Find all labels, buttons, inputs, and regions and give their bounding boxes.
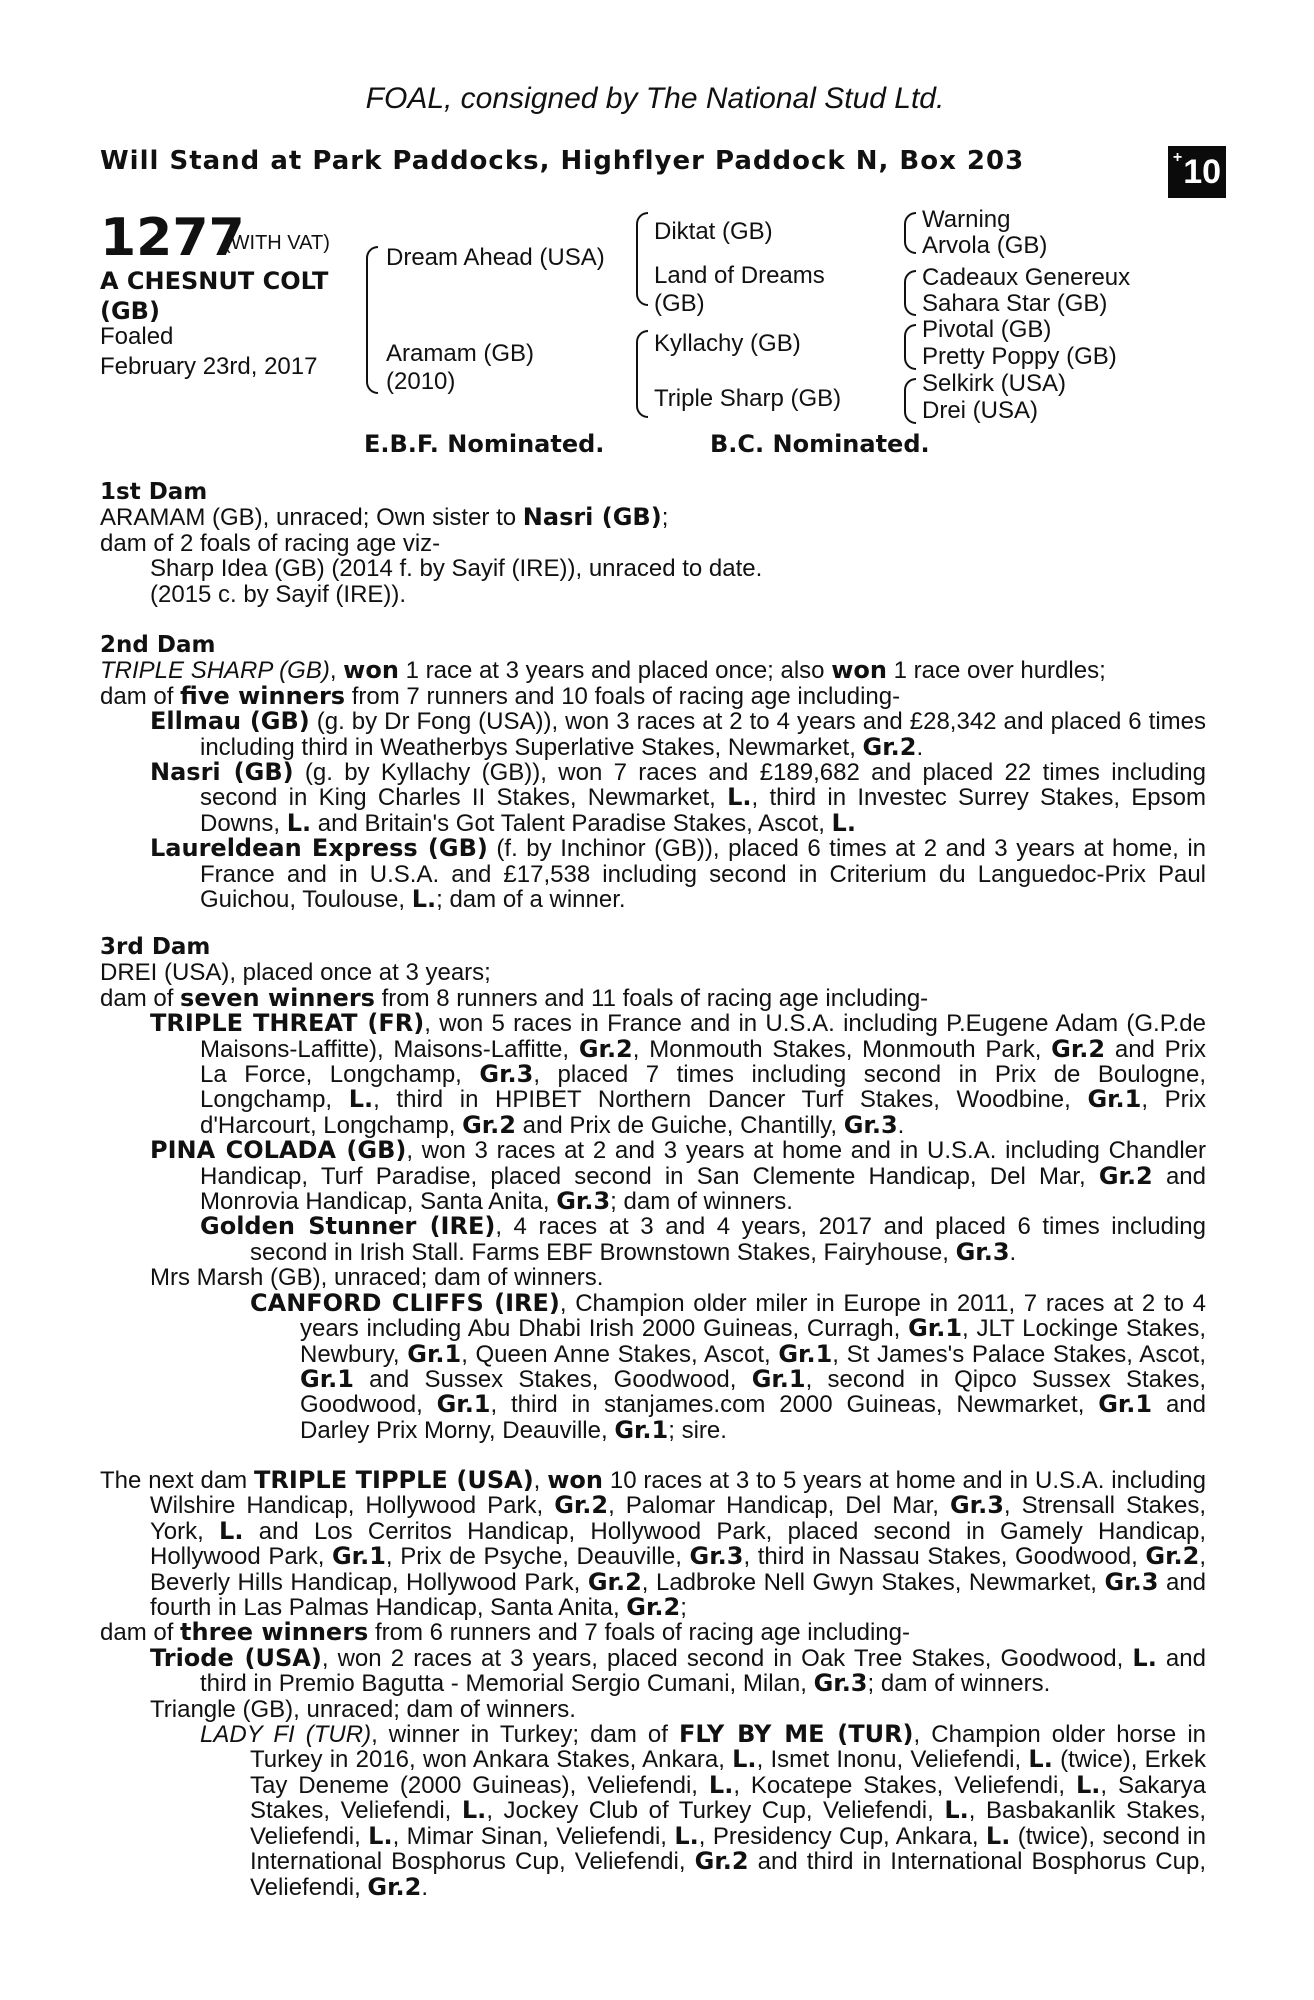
pedigree-brace-g1: [366, 246, 378, 394]
third-dam-runner-canford-cliffs: CANFORD CLIFFS (IRE), Champion older miler in Europe in 2011, 7 races at 2 to 4 years including Abu Dhabi Irish 2000 Guineas, Curragh, Gr.1, JLT Lockinge Stakes, Newbury, Gr.1, Queen Anne Stakes, Ascot, Gr.1, St James's Palace Stakes, Ascot, Gr.1 and Sussex Stakes, Goodwood, Gr.1, second in Qipco Sussex Stakes, Goodwood, Gr.1, third in stanjames.com 2000 Guineas, Newmarket, Gr.1 and Darley Prix Morny, Deauville, Gr.1; sire.: [250, 1288, 1207, 1444]
first-dam-section: [100, 480, 1206, 607]
pedigree-brace-dam: [636, 330, 648, 418]
pedigree-ssd: Arvola (GB): [922, 232, 1048, 259]
second-dam-runner-nasri: Nasri (GB) (g. by Kyllachy (GB)), won 7 races and £189,682 and placed 22 times including second in King Charles II Stakes, Newmarket, L., third in Investec Surrey Stakes, Epsom Downs, L. and Britain's Got Talent Paradise Stakes, Ascot, L.: [150, 758, 1206, 837]
second-dam-title: 2nd Dam: [100, 632, 216, 658]
third-dam-section: [100, 935, 1206, 1443]
pedigree-dss: Pivotal (GB): [922, 316, 1052, 343]
consignor-line: FOAL, consigned by The National Stud Ltd.: [365, 82, 945, 115]
foaled-date: February 23rd, 2017: [100, 353, 318, 380]
pedigree-brace-ss: [904, 212, 916, 254]
ebf-nominated: E.B.F. Nominated.: [364, 430, 605, 458]
first-dam-title: 1st Dam: [100, 479, 208, 505]
second-dam-intro: TRIPLE SHARP (GB), won 1 race at 3 years and placed once; also won 1 race over hurdles;: [100, 656, 1106, 685]
horse-description-line1: A CHESNUT COLT: [100, 267, 329, 295]
pedigree-dam-sire: Kyllachy (GB): [654, 330, 801, 357]
first-dam-intro: ARAMAM (GB), unraced; Own sister to Nasri (GB);: [100, 503, 669, 532]
pedigree-sds: Cadeaux Genereux: [922, 264, 1131, 291]
pedigree-sire-dam-name: Land of Dreams: [654, 262, 825, 289]
first-dam-foals: dam of 2 foals of racing age viz-: [100, 529, 441, 557]
pedigree-dam-dam: Triple Sharp (GB): [654, 385, 842, 412]
third-dam-runner-mrs-marsh: Mrs Marsh (GB), unraced; dam of winners.: [150, 1264, 604, 1292]
pedigree-brace-dd: [904, 378, 916, 424]
bc-nominated: B.C. Nominated.: [710, 430, 930, 458]
pedigree-brace-sire: [636, 212, 648, 306]
pedigree-sdd: Sahara Star (GB): [922, 290, 1108, 317]
first-dam-foal-2: (2015 c. by Sayif (IRE)).: [150, 580, 407, 608]
pedigree-ddd: Drei (USA): [922, 397, 1039, 424]
horse-description-line2: (GB): [100, 297, 160, 325]
third-dam-record: dam of seven winners from 8 runners and 11 foals of racing age including-: [100, 983, 929, 1012]
badge-plus: +: [1172, 149, 1183, 166]
pedigree-dam-year: (2010): [386, 368, 456, 395]
first-dam-foal-1: Sharp Idea (GB) (2014 f. by Sayif (IRE)), unraced to date.: [150, 555, 763, 583]
third-dam-runner-pina-colada: PINA COLADA (GB), won 3 races at 2 and 3 years at home and in U.S.A. including Chandler Handicap, Turf Paradise, placed second in San Clemente Handicap, Del Mar, Gr.2 and Monrovia Handicap, Santa Anita, Gr.3; dam of winners.: [150, 1136, 1206, 1216]
third-dam-title: 3rd Dam: [100, 934, 211, 960]
next-dam-runner-triangle: Triangle (GB), unraced; dam of winners.: [150, 1695, 576, 1723]
horse-description: [100, 266, 360, 326]
vat-note: (WITH VAT): [224, 232, 330, 254]
pedigree-sire-dam: [654, 262, 825, 318]
second-dam-record: dam of five winners from 7 runners and 10 foals of racing age including-: [100, 681, 901, 710]
lot-number: 1277: [100, 208, 245, 268]
third-dam-runner-golden-stunner: Golden Stunner (IRE), 4 races at 3 and 4 years, 2017 and placed 6 times including second in Irish Stall. Farms EBF Brownstown Stakes, Fairyhouse, Gr.3.: [200, 1212, 1206, 1266]
pedigree-brace-ds: [904, 324, 916, 370]
pedigree-dsd: Pretty Poppy (GB): [922, 343, 1117, 370]
pedigree-dds: Selkirk (USA): [922, 370, 1067, 397]
pedigree-dam: [386, 340, 534, 396]
next-dam-runner-triode: Triode (USA), won 2 races at 3 years, placed second in Oak Tree Stakes, Goodwood, L. and third in Premio Bagutta - Memorial Sergio Cumani, Milan, Gr.3; dam of winners.: [150, 1643, 1206, 1698]
stand-location: Will Stand at Park Paddocks, Highflyer Paddock N, Box 203: [100, 146, 1025, 176]
pedigree-sss: Warning: [922, 206, 1011, 233]
next-dam-intro: The next dam TRIPLE TIPPLE (USA), won 10 races at 3 to 5 years at home and in U.S.A. including Wilshire Handicap, Hollywood Park, Gr.2, Palomar Handicap, Del Mar, Gr.3, Strensall Stakes, York, L. and Los Cerritos Handicap, Hollywood Park, placed second in Gamely Handicap, Hollywood Park, Gr.1, Prix de Psyche, Deauville, Gr.3, third in Nassau Stakes, Goodwood, Gr.2, Beverly Hills Handicap, Hollywood Park, Gr.2, Ladbroke Nell Gwyn Stakes, Newmarket, Gr.3 and fourth in Las Palmas Handicap, Santa Anita, Gr.2;: [100, 1466, 1207, 1622]
pedigree-sire-sire: Diktat (GB): [654, 218, 773, 245]
next-dam-runner-lady-fi: LADY FI (TUR), winner in Turkey; dam of FLY BY ME (TUR), Champion older horse in Turkey in 2016, won Ankara Stakes, Ankara, L., Ismet Inonu, Veliefendi, L. (twice), Erkek Tay Deneme (2000 Guineas), Veliefendi, L., Kocatepe Stakes, Veliefendi, L., Sakarya Stakes, Veliefendi, L., Jockey Club of Turkey Cup, Veliefendi, L., Basbakanlik Stakes, Veliefendi, L., Mimar Sinan, Veliefendi, L., Presidency Cup, Ankara, L. (twice), second in International Bosphorus Cup, Veliefendi, Gr.2 and third in International Bosphorus Cup, Veliefendi, Gr.2.: [200, 1720, 1207, 1901]
second-dam-runner-laureldean: Laureldean Express (GB) (f. by Inchinor (GB)), placed 6 times at 2 and 3 years at home, in France and in U.S.A. and £17,538 including second in Criterium du Languedoc-Prix Paul Guichou, Toulouse, L.; dam of a winner.: [150, 834, 1207, 914]
second-dam-section: [100, 633, 1206, 912]
pedigree-sire-dam-country: (GB): [654, 290, 705, 317]
badge-number: 10: [1183, 152, 1222, 191]
second-dam-runner-ellmau: Ellmau (GB) (g. by Dr Fong (USA)), won 3 races at 2 to 4 years and £28,342 and placed 6 times including third in Weatherbys Superlative Stakes, Newmarket, Gr.2.: [150, 707, 1207, 761]
next-dam-section: [100, 1468, 1206, 1900]
third-dam-intro: DREI (USA), placed once at 3 years;: [100, 959, 491, 987]
pen-number-badge: [1168, 146, 1226, 198]
next-dam-record: dam of three winners from 6 runners and 7 foals of racing age including-: [100, 1618, 910, 1647]
foaled-label: Foaled: [100, 323, 174, 350]
pedigree-dam-name: Aramam (GB): [386, 340, 535, 367]
pedigree-sire: Dream Ahead (USA): [386, 244, 605, 271]
foaled-info: [100, 322, 317, 382]
third-dam-runner-triple-threat: TRIPLE THREAT (FR), won 5 races in France and in U.S.A. including P.Eugene Adam (G.P.de Maisons-Laffitte), Maisons-Laffitte, Gr.2, Monmouth Stakes, Monmouth Park, Gr.2 and Prix La Force, Longchamp, Gr.3, placed 7 times including second in Prix de Boulogne, Longchamp, L., third in HPIBET Northern Dancer Turf Stakes, Woodbine, Gr.1, Prix d'Harcourt, Longchamp, Gr.2 and Prix de Guiche, Chantilly, Gr.3.: [150, 1009, 1207, 1139]
pedigree-brace-sd: [904, 270, 916, 316]
